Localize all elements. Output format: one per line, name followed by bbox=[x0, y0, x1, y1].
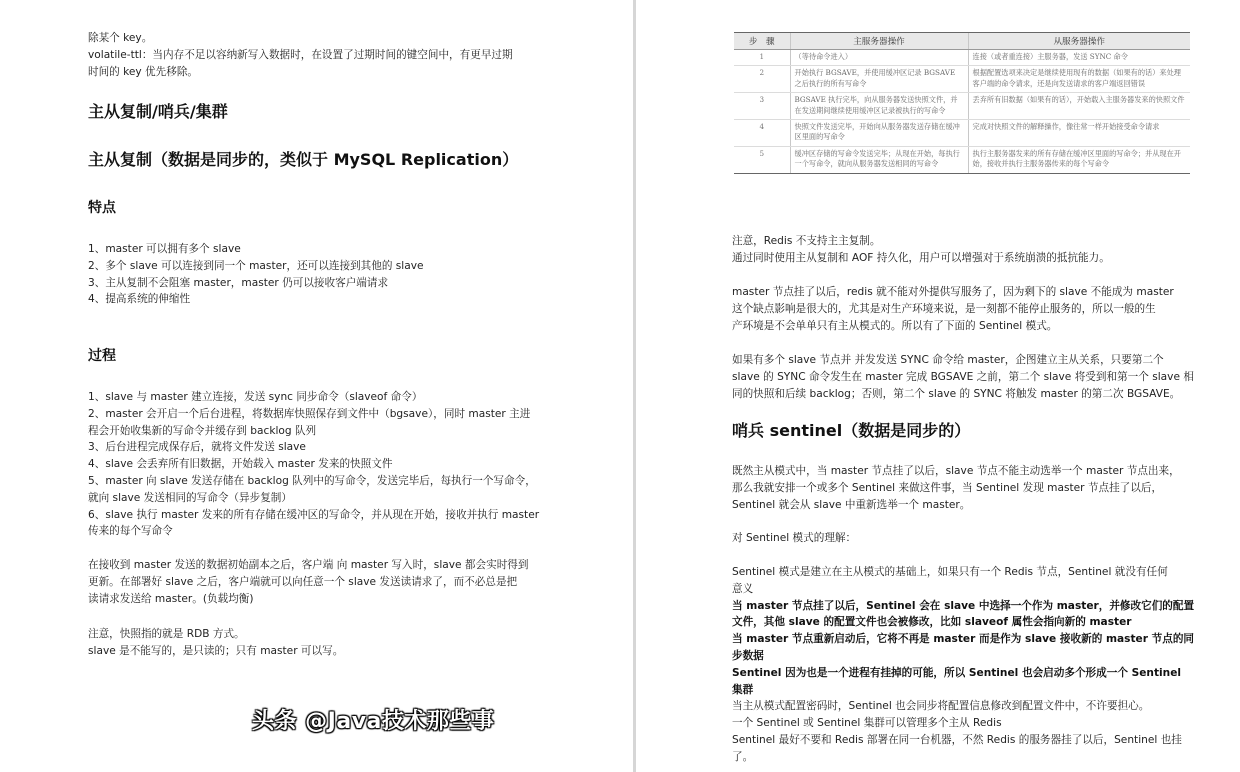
table-header-row bbox=[734, 33, 1190, 50]
paragraph-line: 产环境是不会单单只有主从模式的。所以有了下面的 Sentinel 模式。 bbox=[732, 319, 1058, 332]
point-line: 一个 Sentinel 或 Sentinel 集群可以管理多个主从 Redis bbox=[732, 717, 1002, 730]
paragraph-line: 更新。在部署好 slave 之后，客户端就可以向任意一个 slave 发送读请求了，而不必总是把 bbox=[88, 575, 518, 588]
paragraph-line: 那么我就安排一个或多个 Sentinel 来做这件事，当 Sentinel 发现 master 节点挂了以后， bbox=[732, 481, 1163, 494]
intro-line: 除某个 key。 bbox=[88, 32, 153, 44]
table-row bbox=[734, 146, 1190, 173]
paragraph-line: 读请求发送给 master。(负载均衡) bbox=[88, 592, 254, 605]
table-header-master: 主服务器操作 bbox=[790, 33, 968, 50]
list-item: 3、主从复制不会阻塞 master，master 仍可以接收客户端请求 bbox=[88, 276, 389, 289]
replication-steps-table bbox=[734, 32, 1190, 174]
table-header-step: 步 骤 bbox=[734, 33, 790, 50]
notes-paragraph bbox=[88, 626, 608, 660]
page-divider bbox=[633, 0, 636, 772]
table-cell-master: （等待命令进入） bbox=[790, 50, 968, 66]
paragraph-line: 注意，Redis 不支持主主复制。 bbox=[732, 235, 881, 247]
intro-line: volatile-ttl：当内存不足以容纳新写入数据时，在设置了过期时间的键空间中，有更早过期 bbox=[88, 48, 513, 61]
table-header-slave: 从服务器操作 bbox=[968, 33, 1190, 50]
table-cell-slave: 根据配置选项来决定是继续使用现有的数据（如果有的话）来处理客户端的命令请求，还是向发送请求的客户端返回错误 bbox=[968, 66, 1190, 93]
paragraph-line: slave 是不能写的，是只读的；只有 master 可以写。 bbox=[88, 644, 344, 657]
point-line: Sentinel 因为也是一个进程有挂掉的可能，所以 Sentinel 也会启动多个形成一个 Sentinel bbox=[732, 666, 1182, 679]
paragraph-line: 注意，快照指的就是 RDB 方式。 bbox=[88, 628, 245, 640]
list-item: 2、多个 slave 可以连接到同一个 master，还可以连接到其他的 slave bbox=[88, 259, 424, 272]
understanding-label: 对 Sentinel 模式的理解： bbox=[732, 532, 857, 544]
paragraph-line: 同的快照和后续 backlog；否则，第二个 slave 的 SYNC 将触发 master 的第二次 BGSAVE。 bbox=[732, 387, 1181, 400]
replication-steps-table-region bbox=[734, 32, 1190, 212]
table-cell-slave: 连接（或者重连接）主服务器，发送 SYNC 命令 bbox=[968, 50, 1190, 66]
table-cell-slave: 完成对快照文件的解释操作，像往常一样开始接受命令请求 bbox=[968, 120, 1190, 147]
table-cell-slave: 丢弃所有旧数据（如果有的话），开始载入主服务器发来的快照文件 bbox=[968, 93, 1190, 120]
paragraph-line: 这个缺点影响是很大的，尤其是对生产环境来说，是一刻都不能停止服务的，所以一般的生 bbox=[732, 302, 1156, 315]
list-item: 4、slave 会丢弃所有旧数据，开始载入 master 发来的快照文件 bbox=[88, 458, 393, 471]
heading-process: 过程 bbox=[88, 348, 116, 364]
list-item: 2、master 会开启一个后台进程，将数据库快照保存到文件中（bgsave），同时 master 主进 bbox=[88, 407, 531, 420]
point-line: 当 master 节点重新启动后，它将不再是 master 而是作为 slave 接收新的 master 节点的同 bbox=[732, 633, 1195, 646]
point-line: 意义 bbox=[732, 582, 754, 595]
table-cell-slave: 执行主服务器发来的所有存储在缓冲区里面的写命令；并从现在开始，接收并执行主服务器传来的每个写命令 bbox=[968, 146, 1190, 173]
paragraph-line: Sentinel 就会从 slave 中重新选举一个 master。 bbox=[732, 498, 971, 511]
table-cell-step: 4 bbox=[734, 120, 790, 147]
table-cell-step: 5 bbox=[734, 146, 790, 173]
heading-section: 主从复制/哨兵/集群 bbox=[88, 102, 228, 121]
table-row bbox=[734, 120, 1190, 147]
list-item: 5、master 向 slave 发送存储在 backlog 队列中的写命令，发送完毕后，每执行一个写命令， bbox=[88, 474, 536, 487]
table-cell-master: 缓冲区存储的写命令发送完毕；从现在开始，每执行一个写命令，就向从服务器发送相同的写命令 bbox=[790, 146, 968, 173]
list-item: 传来的每个写命令 bbox=[88, 525, 173, 538]
table-cell-step: 2 bbox=[734, 66, 790, 93]
sentinel-points bbox=[732, 564, 1232, 766]
features-list bbox=[88, 241, 608, 308]
table-cell-step: 1 bbox=[734, 50, 790, 66]
sync-paragraph bbox=[732, 352, 1232, 402]
paragraph-line: slave 的 SYNC 命令发生在 master 完成 BGSAVE 之前，第二个 slave 将受到和第一个 slave 相 bbox=[732, 370, 1194, 383]
list-item: 程会开始收集新的写命令并缓存到 backlog 队列 bbox=[88, 424, 317, 437]
table-row bbox=[734, 66, 1190, 93]
heading-features: 特点 bbox=[88, 200, 116, 216]
failover-paragraph bbox=[732, 284, 1232, 334]
sentinel-paragraph bbox=[732, 463, 1232, 513]
paragraph-line: 通过同时使用主从复制和 AOF 持久化，用户可以增强对于系统崩溃的抵抗能力。 bbox=[732, 251, 1110, 264]
process-list bbox=[88, 389, 608, 540]
point-line: Sentinel 最好不要和 Redis 部署在同一台机器，不然 Redis 的服务器挂了以后，Sentinel 也挂 bbox=[732, 733, 1182, 746]
intro-paragraph bbox=[88, 30, 608, 80]
point-line: 了。 bbox=[732, 750, 754, 763]
heading-replication: 主从复制（数据是同步的，类似于 MySQL Replication） bbox=[88, 150, 519, 169]
point-line: 步数据 bbox=[732, 649, 764, 662]
intro-line: 时间的 key 优先移除。 bbox=[88, 65, 199, 78]
table-cell-master: 开始执行 BGSAVE，并使用缓冲区记录 BGSAVE 之后执行的所有写命令 bbox=[790, 66, 968, 93]
document-page-right bbox=[638, 0, 1240, 772]
heading-sentinel: 哨兵 sentinel（数据是同步的） bbox=[732, 421, 971, 440]
watermark-text: 头条 @Java技术那些事 bbox=[252, 709, 495, 734]
table-cell-master: BGSAVE 执行完毕，向从服务器发送快照文件，并在发送期间继续使用缓冲区记录被执行的写命令 bbox=[790, 93, 968, 120]
notes-top-paragraph bbox=[732, 233, 1232, 267]
list-item: 3、后台进程完成保存后，就将文件发送 slave bbox=[88, 441, 306, 454]
point-line: 集群 bbox=[732, 683, 754, 696]
point-line: 当 master 节点挂了以后，Sentinel 会在 slave 中选择一个作为 master，并修改它们的配置 bbox=[732, 599, 1195, 612]
point-line: 当主从模式配置密码时，Sentinel 也会同步将配置信息修改到配置文件中，不许要担心。 bbox=[732, 700, 1150, 713]
point-line: Sentinel 模式是建立在主从模式的基础上，如果只有一个 Redis 节点，Sentinel 就没有任何 bbox=[732, 566, 1168, 578]
table-row bbox=[734, 50, 1190, 66]
paragraph-line: 如果有多个 slave 节点并 并发发送 SYNC 命令给 master，企图建立主从关系，只要第二个 bbox=[732, 354, 1164, 366]
list-item: 6、slave 执行 master 发来的所有存储在缓冲区的写命令，并从现在开始，接收并执行 master bbox=[88, 508, 540, 521]
paragraph-line: 在接收到 master 发送的数据初始副本之后，客户端 向 master 写入时，slave 都会实时得到 bbox=[88, 559, 529, 571]
table-cell-step: 3 bbox=[734, 93, 790, 120]
list-item: 4、提高系统的伸缩性 bbox=[88, 293, 191, 306]
paragraph-line: master 节点挂了以后，redis 就不能对外提供写服务了，因为剩下的 slave 不能成为 master bbox=[732, 286, 1174, 298]
table-cell-master: 快照文件发送完毕，开始向从服务器发送存储在缓冲区里面的写命令 bbox=[790, 120, 968, 147]
paragraph-line: 既然主从模式中，当 master 节点挂了以后，slave 节点不能主动选举一个 master 节点出来， bbox=[732, 465, 1180, 477]
after-process-paragraph bbox=[88, 557, 608, 607]
list-item: 就向 slave 发送相同的写命令（异步复制） bbox=[88, 491, 292, 504]
table-row bbox=[734, 93, 1190, 120]
list-item: 1、slave 与 master 建立连接，发送 sync 同步命令（slaveof 命令） bbox=[88, 391, 423, 403]
point-line: 文件，其他 slave 的配置文件也会被修改，比如 slaveof 属性会指向新的 master bbox=[732, 616, 1132, 629]
list-item: 1、master 可以拥有多个 slave bbox=[88, 243, 241, 255]
